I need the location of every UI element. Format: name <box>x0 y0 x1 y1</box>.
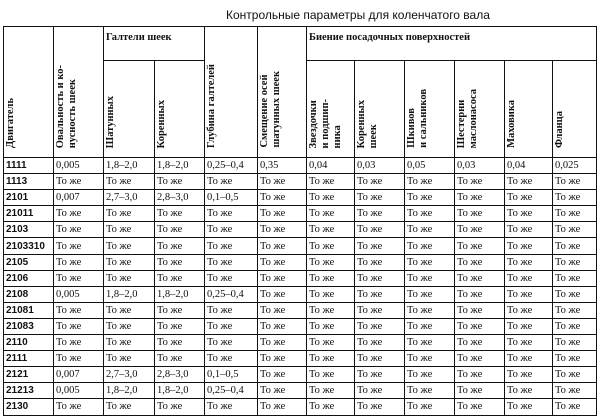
value-cell: То же <box>405 238 455 254</box>
value-cell: То же <box>104 238 155 254</box>
value-cell: 1,8–2,0 <box>104 158 155 174</box>
table-row <box>4 222 597 238</box>
header-runout-pulley: Шкивов и сальников <box>405 61 455 158</box>
value-cell: То же <box>455 383 505 399</box>
value-cell: То же <box>505 367 553 383</box>
value-cell: 2,7–3,0 <box>104 367 155 383</box>
value-cell: То же <box>307 302 355 318</box>
header-runout-group: Биение посадочных поверхностей <box>307 27 597 61</box>
table-row <box>4 399 597 415</box>
value-cell: То же <box>155 335 205 351</box>
value-cell: То же <box>355 318 405 334</box>
value-cell: То же <box>205 399 258 415</box>
header-fillets-group: Галтели шеек <box>104 27 205 61</box>
value-cell: То же <box>307 367 355 383</box>
value-cell: То же <box>455 238 505 254</box>
header-runout-oilpump: Шестерни маслонасоса <box>455 61 505 158</box>
value-cell: То же <box>104 254 155 270</box>
value-cell: То же <box>355 399 405 415</box>
value-cell: То же <box>505 335 553 351</box>
engine-cell: 2106 <box>4 270 54 286</box>
table-row <box>4 158 597 174</box>
value-cell: То же <box>553 286 597 302</box>
value-cell: То же <box>553 222 597 238</box>
value-cell: 0,35 <box>258 158 307 174</box>
crankshaft-parameters-table <box>3 26 597 416</box>
value-cell: То же <box>505 302 553 318</box>
value-cell: То же <box>455 206 505 222</box>
value-cell: 0,03 <box>355 158 405 174</box>
value-cell: То же <box>307 190 355 206</box>
value-cell: То же <box>104 335 155 351</box>
value-cell: То же <box>455 270 505 286</box>
engine-cell: 2130 <box>4 399 54 415</box>
table-row <box>4 302 597 318</box>
value-cell: То же <box>155 302 205 318</box>
value-cell: То же <box>104 351 155 367</box>
value-cell: То же <box>104 174 155 190</box>
value-cell: То же <box>155 238 205 254</box>
value-cell: То же <box>155 318 205 334</box>
value-cell: 0,005 <box>54 383 104 399</box>
header-row-top <box>4 27 597 61</box>
value-cell: То же <box>104 318 155 334</box>
value-cell: То же <box>258 302 307 318</box>
value-cell: То же <box>54 270 104 286</box>
value-cell: То же <box>455 335 505 351</box>
table-body <box>4 158 597 416</box>
value-cell: То же <box>258 335 307 351</box>
table-caption <box>0 6 600 24</box>
value-cell: То же <box>455 302 505 318</box>
value-cell: То же <box>355 286 405 302</box>
value-cell: То же <box>553 383 597 399</box>
value-cell: То же <box>54 254 104 270</box>
value-cell: То же <box>505 286 553 302</box>
value-cell: То же <box>455 367 505 383</box>
engine-cell: 21011 <box>4 206 54 222</box>
value-cell: То же <box>258 222 307 238</box>
value-cell: То же <box>155 222 205 238</box>
value-cell: То же <box>553 238 597 254</box>
value-cell: 0,25–0,4 <box>205 158 258 174</box>
value-cell: То же <box>205 206 258 222</box>
value-cell: То же <box>104 302 155 318</box>
value-cell: То же <box>258 174 307 190</box>
value-cell: То же <box>155 174 205 190</box>
value-cell: То же <box>355 367 405 383</box>
header-ovality: Овальность и ко- нусность шеек <box>54 27 104 158</box>
value-cell: То же <box>355 270 405 286</box>
value-cell: То же <box>258 367 307 383</box>
value-cell: То же <box>455 286 505 302</box>
header-runout-sprocket: Звездочки и подшип- ника <box>307 61 355 158</box>
value-cell: То же <box>258 286 307 302</box>
value-cell: 2,8–3,0 <box>155 367 205 383</box>
value-cell: 0,025 <box>553 158 597 174</box>
engine-cell: 2111 <box>4 351 54 367</box>
value-cell: То же <box>104 270 155 286</box>
value-cell: То же <box>553 270 597 286</box>
value-cell: 0,007 <box>54 367 104 383</box>
value-cell: То же <box>455 318 505 334</box>
value-cell: То же <box>553 351 597 367</box>
value-cell: То же <box>258 254 307 270</box>
value-cell: То же <box>54 335 104 351</box>
value-cell: 0,04 <box>505 158 553 174</box>
value-cell: То же <box>205 222 258 238</box>
engine-cell: 2110 <box>4 335 54 351</box>
value-cell: То же <box>405 318 455 334</box>
value-cell: То же <box>405 254 455 270</box>
value-cell: То же <box>258 383 307 399</box>
value-cell: То же <box>104 222 155 238</box>
value-cell: 2,7–3,0 <box>104 190 155 206</box>
value-cell: То же <box>54 302 104 318</box>
engine-cell: 1113 <box>4 174 54 190</box>
value-cell: То же <box>258 399 307 415</box>
header-fillet-main: Коренных <box>155 61 205 158</box>
value-cell: 0,005 <box>54 286 104 302</box>
value-cell: То же <box>104 399 155 415</box>
value-cell: То же <box>405 351 455 367</box>
value-cell: То же <box>258 206 307 222</box>
value-cell: То же <box>405 383 455 399</box>
engine-cell: 2103310 <box>4 238 54 254</box>
value-cell: То же <box>307 351 355 367</box>
value-cell: То же <box>553 206 597 222</box>
value-cell: То же <box>54 206 104 222</box>
value-cell: То же <box>155 254 205 270</box>
header-runout-main: Коренных шеек <box>355 61 405 158</box>
value-cell: То же <box>355 238 405 254</box>
engine-cell: 2101 <box>4 190 54 206</box>
value-cell: То же <box>405 367 455 383</box>
value-cell: То же <box>553 367 597 383</box>
value-cell: То же <box>355 206 405 222</box>
value-cell: То же <box>307 399 355 415</box>
value-cell: То же <box>54 238 104 254</box>
value-cell: То же <box>355 335 405 351</box>
value-cell: То же <box>205 254 258 270</box>
value-cell: То же <box>205 270 258 286</box>
value-cell: То же <box>258 238 307 254</box>
value-cell: То же <box>505 383 553 399</box>
value-cell: То же <box>405 302 455 318</box>
value-cell: То же <box>455 174 505 190</box>
table-row <box>4 270 597 286</box>
table-row <box>4 206 597 222</box>
engine-cell: 2121 <box>4 367 54 383</box>
value-cell: То же <box>355 351 405 367</box>
value-cell: 1,8–2,0 <box>155 158 205 174</box>
table-row <box>4 190 597 206</box>
value-cell: То же <box>553 174 597 190</box>
value-cell: 0,03 <box>455 158 505 174</box>
engine-cell: 21083 <box>4 318 54 334</box>
value-cell: То же <box>307 383 355 399</box>
value-cell: То же <box>205 302 258 318</box>
engine-cell: 2105 <box>4 254 54 270</box>
value-cell: То же <box>455 351 505 367</box>
value-cell: То же <box>355 383 405 399</box>
value-cell: То же <box>205 174 258 190</box>
value-cell: То же <box>258 270 307 286</box>
value-cell: То же <box>54 222 104 238</box>
value-cell: 0,1–0,5 <box>205 190 258 206</box>
value-cell: То же <box>205 238 258 254</box>
header-fillet-depth: Глубина галтелей <box>205 27 258 158</box>
value-cell: То же <box>553 318 597 334</box>
value-cell: То же <box>553 399 597 415</box>
table-row <box>4 286 597 302</box>
header-fillet-rod: Шатунных <box>104 61 155 158</box>
value-cell: То же <box>405 222 455 238</box>
table-header <box>4 27 597 158</box>
value-cell: То же <box>355 174 405 190</box>
engine-cell: 2103 <box>4 222 54 238</box>
value-cell: То же <box>307 222 355 238</box>
value-cell: То же <box>405 174 455 190</box>
value-cell: То же <box>505 206 553 222</box>
value-cell: То же <box>155 206 205 222</box>
value-cell: То же <box>553 190 597 206</box>
header-axis-offset: Смещение осей шатунных шеек <box>258 27 307 158</box>
value-cell: То же <box>307 238 355 254</box>
value-cell: То же <box>307 335 355 351</box>
value-cell: То же <box>405 399 455 415</box>
value-cell: 2,8–3,0 <box>155 190 205 206</box>
value-cell: То же <box>307 254 355 270</box>
value-cell: То же <box>455 222 505 238</box>
value-cell: То же <box>54 318 104 334</box>
value-cell: То же <box>405 286 455 302</box>
value-cell: 1,8–2,0 <box>155 286 205 302</box>
value-cell: То же <box>553 335 597 351</box>
value-cell: 0,05 <box>405 158 455 174</box>
table-row <box>4 254 597 270</box>
value-cell: То же <box>205 335 258 351</box>
value-cell: То же <box>258 190 307 206</box>
table-row <box>4 351 597 367</box>
value-cell: То же <box>307 174 355 190</box>
value-cell: То же <box>205 318 258 334</box>
engine-cell: 21081 <box>4 302 54 318</box>
header-runout-flange: Фланца <box>553 61 597 158</box>
value-cell: То же <box>553 254 597 270</box>
value-cell: То же <box>505 190 553 206</box>
table-row <box>4 335 597 351</box>
value-cell: То же <box>405 335 455 351</box>
value-cell: То же <box>205 351 258 367</box>
table-row <box>4 174 597 190</box>
value-cell: То же <box>505 351 553 367</box>
value-cell: То же <box>258 351 307 367</box>
value-cell: То же <box>455 254 505 270</box>
value-cell: То же <box>307 206 355 222</box>
value-cell: То же <box>405 206 455 222</box>
value-cell: 0,1–0,5 <box>205 367 258 383</box>
value-cell: То же <box>307 286 355 302</box>
value-cell: 0,007 <box>54 190 104 206</box>
engine-cell: 1111 <box>4 158 54 174</box>
value-cell: То же <box>355 254 405 270</box>
value-cell: То же <box>455 399 505 415</box>
value-cell: То же <box>505 270 553 286</box>
value-cell: То же <box>505 238 553 254</box>
caption-text: Контрольные параметры для коленчатого вала <box>226 8 490 22</box>
table-row <box>4 367 597 383</box>
header-engine: Двигатель <box>4 27 54 158</box>
value-cell: 1,8–2,0 <box>104 383 155 399</box>
value-cell: То же <box>258 318 307 334</box>
value-cell: 0,005 <box>54 158 104 174</box>
value-cell: То же <box>155 399 205 415</box>
value-cell: То же <box>307 270 355 286</box>
table-row <box>4 383 597 399</box>
value-cell: То же <box>54 174 104 190</box>
value-cell: 1,8–2,0 <box>104 286 155 302</box>
value-cell: 0,04 <box>307 158 355 174</box>
value-cell: То же <box>553 302 597 318</box>
value-cell: То же <box>405 270 455 286</box>
value-cell: То же <box>104 206 155 222</box>
value-cell: 0,25–0,4 <box>205 286 258 302</box>
engine-cell: 21213 <box>4 383 54 399</box>
header-runout-flywheel: Маховика <box>505 61 553 158</box>
value-cell: То же <box>505 254 553 270</box>
engine-cell: 2108 <box>4 286 54 302</box>
value-cell: То же <box>355 222 405 238</box>
value-cell: То же <box>505 174 553 190</box>
value-cell: То же <box>505 318 553 334</box>
value-cell: То же <box>455 190 505 206</box>
value-cell: То же <box>505 399 553 415</box>
value-cell: То же <box>54 351 104 367</box>
value-cell: То же <box>355 190 405 206</box>
value-cell: То же <box>54 399 104 415</box>
value-cell: 1,8–2,0 <box>155 383 205 399</box>
table-row <box>4 318 597 334</box>
value-cell: То же <box>155 351 205 367</box>
value-cell: То же <box>155 270 205 286</box>
value-cell: То же <box>307 318 355 334</box>
value-cell: То же <box>505 222 553 238</box>
table-row <box>4 238 597 254</box>
value-cell: То же <box>405 190 455 206</box>
value-cell: 0,25–0,4 <box>205 383 258 399</box>
value-cell: То же <box>355 302 405 318</box>
